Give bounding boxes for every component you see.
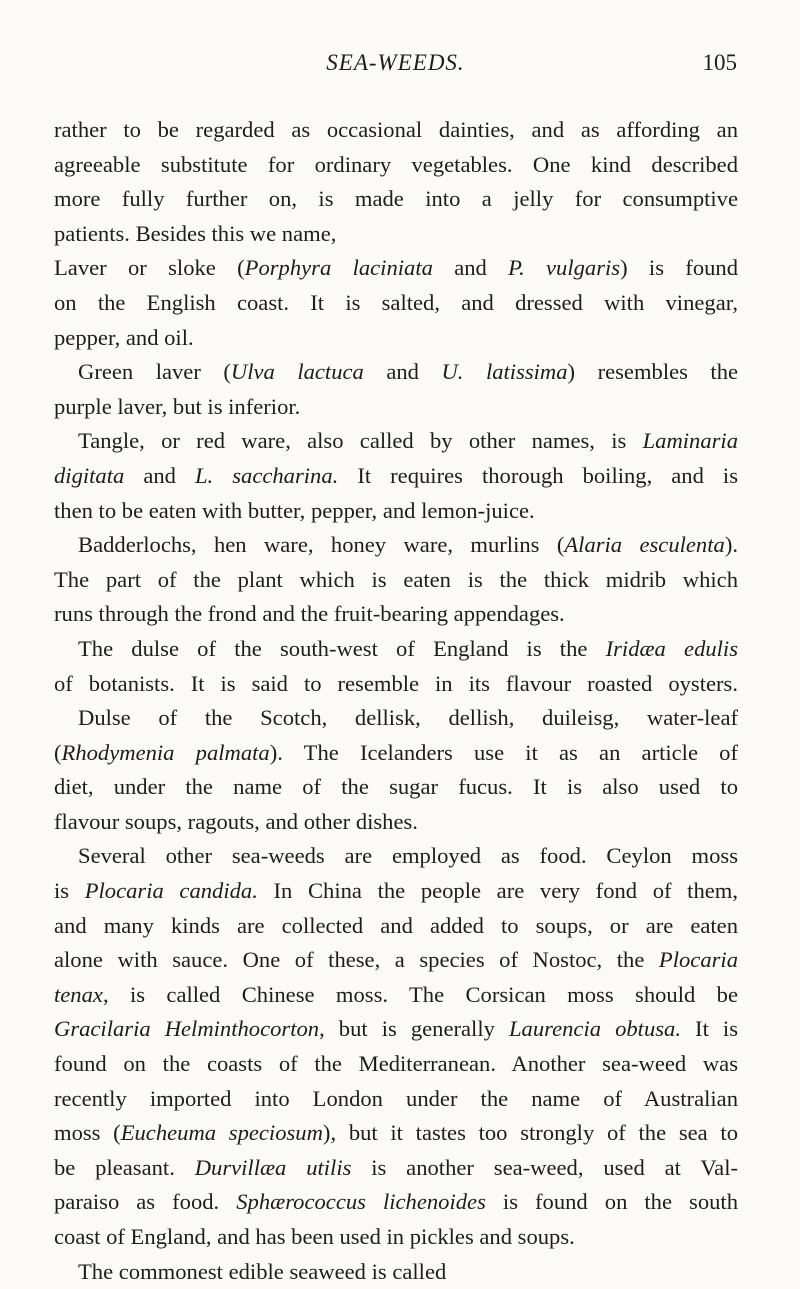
- text-line: [54, 667, 738, 702]
- italic-term: Rhodymenia palmata: [61, 739, 270, 765]
- italic-term: Gracilaria Helminthocorton: [54, 1016, 320, 1042]
- text-run: recently imported into London under the name of Australian: [54, 1085, 738, 1111]
- italic-term: Laminaria: [642, 428, 738, 454]
- text-run: It requires thorough boiling, and is: [338, 462, 738, 488]
- text-run: diet, under the name of the sugar fucus. It is also used to: [54, 774, 738, 800]
- text-line: [54, 1151, 738, 1186]
- text-run: pepper, and oil.: [54, 324, 194, 350]
- text-line: [54, 1082, 738, 1117]
- italic-term: Durvillæa utilis: [194, 1154, 352, 1180]
- text-run: ). The Icelanders use it as an article of: [269, 739, 738, 765]
- italic-term: U. latissima: [441, 359, 568, 385]
- body-text: [54, 113, 738, 1289]
- text-run: ) resembles the: [567, 359, 738, 385]
- text-run: and many kinds are collected and added to soups, or are eaten: [54, 912, 738, 938]
- text-line: [54, 251, 738, 286]
- text-line: [54, 390, 738, 425]
- text-run: The dulse of the south-west of England is the: [78, 635, 606, 661]
- text-line: [54, 909, 738, 944]
- text-line: [54, 321, 738, 356]
- text-line: [54, 978, 738, 1013]
- text-run: and: [124, 462, 195, 488]
- text-run: patients. Besides this we name,: [54, 220, 337, 246]
- text-line: [54, 563, 738, 598]
- text-line: [54, 1012, 738, 1047]
- text-line: [54, 1185, 738, 1220]
- italic-term: P. vulgaris: [508, 255, 621, 281]
- text-run: Dulse of the Scotch, dellisk, dellish, duileisg, water-leaf: [78, 705, 738, 731]
- text-run: is: [54, 878, 85, 904]
- text-run: alone with sauce. One of these, a species of Nostoc, the: [54, 947, 659, 973]
- text-line: [54, 113, 738, 148]
- text-run: is another sea-weed, used at Val-: [351, 1154, 738, 1180]
- text-run: ) is found: [620, 255, 738, 281]
- text-run: Several other sea-weeds are employed as food. Ceylon moss: [78, 843, 738, 869]
- italic-term: tenax: [54, 981, 103, 1007]
- text-run: agreeable substitute for ordinary vegetables. One kind described: [54, 151, 738, 177]
- text-run: on the English coast. It is salted, and dressed with vinegar,: [54, 289, 738, 315]
- text-line: [54, 424, 738, 459]
- running-title: SEA-WEEDS.: [326, 50, 465, 75]
- text-line: [54, 148, 738, 183]
- text-line: [54, 459, 738, 494]
- text-line: [54, 528, 738, 563]
- text-run: and: [432, 255, 509, 281]
- italic-term: Plocaria candida.: [84, 878, 258, 904]
- text-run: then to be eaten with butter, pepper, and lemon-juice.: [54, 497, 535, 523]
- text-run: Laver or sloke (: [54, 255, 245, 281]
- text-run: In China the people are very fond of them,: [257, 878, 738, 904]
- text-line: [54, 805, 738, 840]
- text-line: [54, 874, 738, 909]
- page-header: [54, 50, 737, 86]
- italic-term: Porphyra laciniata: [244, 255, 433, 281]
- text-line: [54, 355, 738, 390]
- text-run: is found on the south: [485, 1189, 738, 1215]
- text-run: and: [363, 359, 442, 385]
- text-line: [54, 736, 738, 771]
- text-run: rather to be regarded as occasional dainties, and as affording an: [54, 117, 738, 142]
- text-run: of botanists. It is said to resemble in its flavour roasted oysters.: [54, 670, 738, 696]
- page-number: 105: [702, 50, 737, 75]
- text-run: moss (: [54, 1120, 121, 1146]
- text-line: [54, 597, 738, 632]
- italic-term: Plocaria: [658, 947, 738, 973]
- text-line: [54, 770, 738, 805]
- text-line: [54, 1116, 738, 1151]
- text-line: [54, 1220, 738, 1255]
- text-run: (: [54, 739, 62, 765]
- text-run: paraiso as food.: [54, 1189, 237, 1215]
- text-run: Tangle, or red ware, also called by other names, is: [78, 428, 643, 454]
- text-run: purple laver, but is inferior.: [54, 393, 301, 419]
- text-line: [54, 286, 738, 321]
- text-line: [54, 839, 738, 874]
- italic-term: Laurencia obtusa.: [508, 1016, 681, 1042]
- text-run: ).: [724, 532, 738, 558]
- text-line: [54, 632, 738, 667]
- text-line: [54, 217, 738, 252]
- text-line: [54, 1255, 738, 1289]
- italic-term: Ulva lactuca: [230, 359, 364, 385]
- text-line: [54, 701, 738, 736]
- italic-term: L. saccharina.: [194, 462, 339, 488]
- italic-term: digitata: [54, 462, 125, 488]
- text-run: It is: [681, 1016, 738, 1042]
- text-run: more fully further on, is made into a jelly for consumptive: [54, 186, 738, 212]
- text-run: flavour soups, ragouts, and other dishes.: [54, 808, 418, 834]
- italic-term: Iridæa edulis: [605, 635, 738, 661]
- text-run: Green laver (: [78, 359, 231, 385]
- text-run: found on the coasts of the Mediterranean. Another sea-weed was: [54, 1051, 738, 1077]
- text-line: [54, 182, 738, 217]
- text-run: be pleasant.: [54, 1154, 195, 1180]
- italic-term: Eucheuma speciosum: [120, 1120, 323, 1146]
- text-run: , is called Chinese moss. The Corsican moss should be: [102, 981, 738, 1007]
- text-line: [54, 494, 738, 529]
- text-run: ), but it tastes too strongly of the sea to: [322, 1120, 738, 1146]
- text-run: runs through the frond and the fruit-bearing appendages.: [54, 601, 565, 627]
- text-run: The commonest edible seaweed is called: [78, 1258, 447, 1284]
- text-run: Badderlochs, hen ware, honey ware, murlins (: [78, 532, 565, 558]
- text-run: , but is generally: [319, 1016, 509, 1042]
- text-run: The part of the plant which is eaten is the thick midrib which: [54, 566, 738, 592]
- italic-term: Sphærococcus lichenoides: [236, 1189, 486, 1215]
- italic-term: Alaria esculenta: [564, 532, 725, 558]
- text-run: coast of England, and has been used in pickles and soups.: [54, 1224, 575, 1249]
- text-line: [54, 943, 738, 978]
- text-line: [54, 1047, 738, 1082]
